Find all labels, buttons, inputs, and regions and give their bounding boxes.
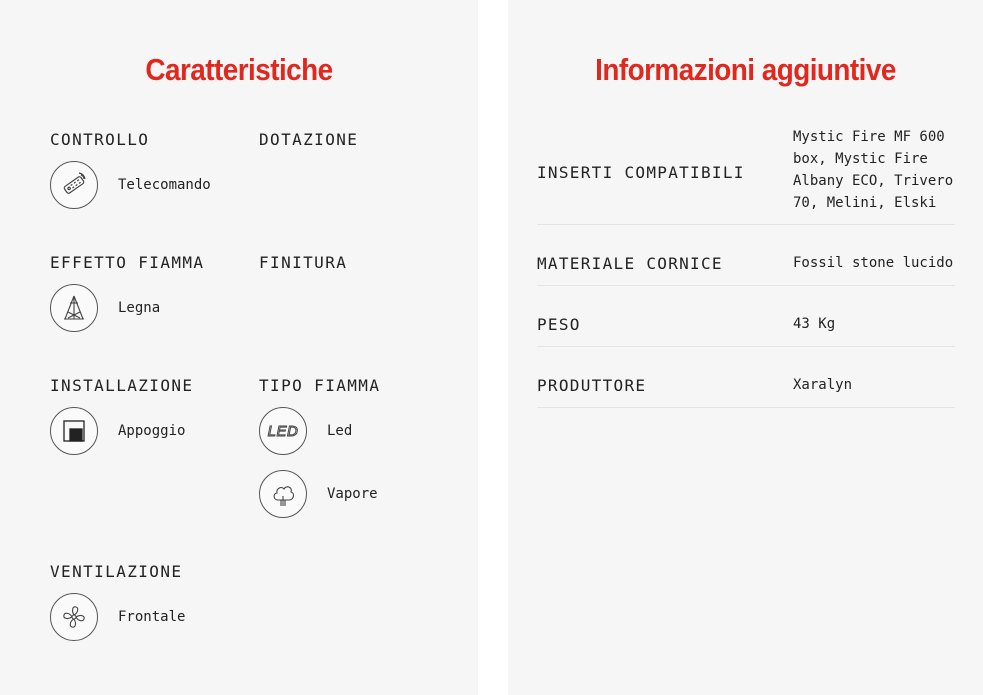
flame-effect-label: EFFETTO FIAMMA — [50, 253, 205, 272]
features-panel — [0, 0, 478, 695]
steam-cloud-icon — [259, 470, 307, 518]
ventilation-label: VENTILAZIONE — [50, 562, 183, 581]
flame-effect-value: Legna — [118, 300, 161, 316]
info-value: 43 Kg — [793, 316, 836, 332]
info-key: PESO — [537, 315, 581, 334]
info-value: Mystic Fire MF 600 box, Mystic Fire Albany ECO, Trivero 70, Melini, Elski — [793, 129, 954, 211]
info-value: Xaralyn — [793, 377, 853, 393]
table-row — [537, 122, 955, 225]
flame-type-led-value: Led — [327, 423, 353, 439]
control-label: CONTROLLO — [50, 130, 150, 149]
flame-type-label: TIPO FIAMMA — [259, 376, 381, 395]
led-icon-text: LED — [267, 422, 299, 440]
table-row — [537, 225, 955, 286]
info-key: INSERTI COMPATIBILI — [537, 163, 745, 182]
remote-control-icon — [50, 161, 98, 209]
floor-standing-icon — [50, 407, 98, 455]
finish-label: FINITURA — [259, 253, 348, 272]
info-key: MATERIALE CORNICE — [537, 254, 723, 273]
fan-icon — [50, 593, 98, 641]
control-value: Telecomando — [118, 177, 211, 193]
equipment-label: DOTAZIONE — [259, 130, 359, 149]
logs-icon — [50, 284, 98, 332]
info-key: PRODUTTORE — [537, 376, 647, 395]
features-title: Caratteristiche — [145, 52, 333, 87]
table-row — [537, 286, 955, 347]
flame-type-steam-value: Vapore — [327, 486, 378, 502]
info-value: Fossil stone lucido — [793, 255, 954, 271]
additional-info-title: Informazioni aggiuntive — [595, 52, 896, 87]
ventilation-value: Frontale — [118, 609, 186, 625]
installation-value: Appoggio — [118, 423, 186, 439]
table-row — [537, 347, 955, 408]
additional-info-panel — [508, 0, 983, 695]
installation-label: INSTALLAZIONE — [50, 376, 194, 395]
led-icon — [259, 407, 307, 455]
